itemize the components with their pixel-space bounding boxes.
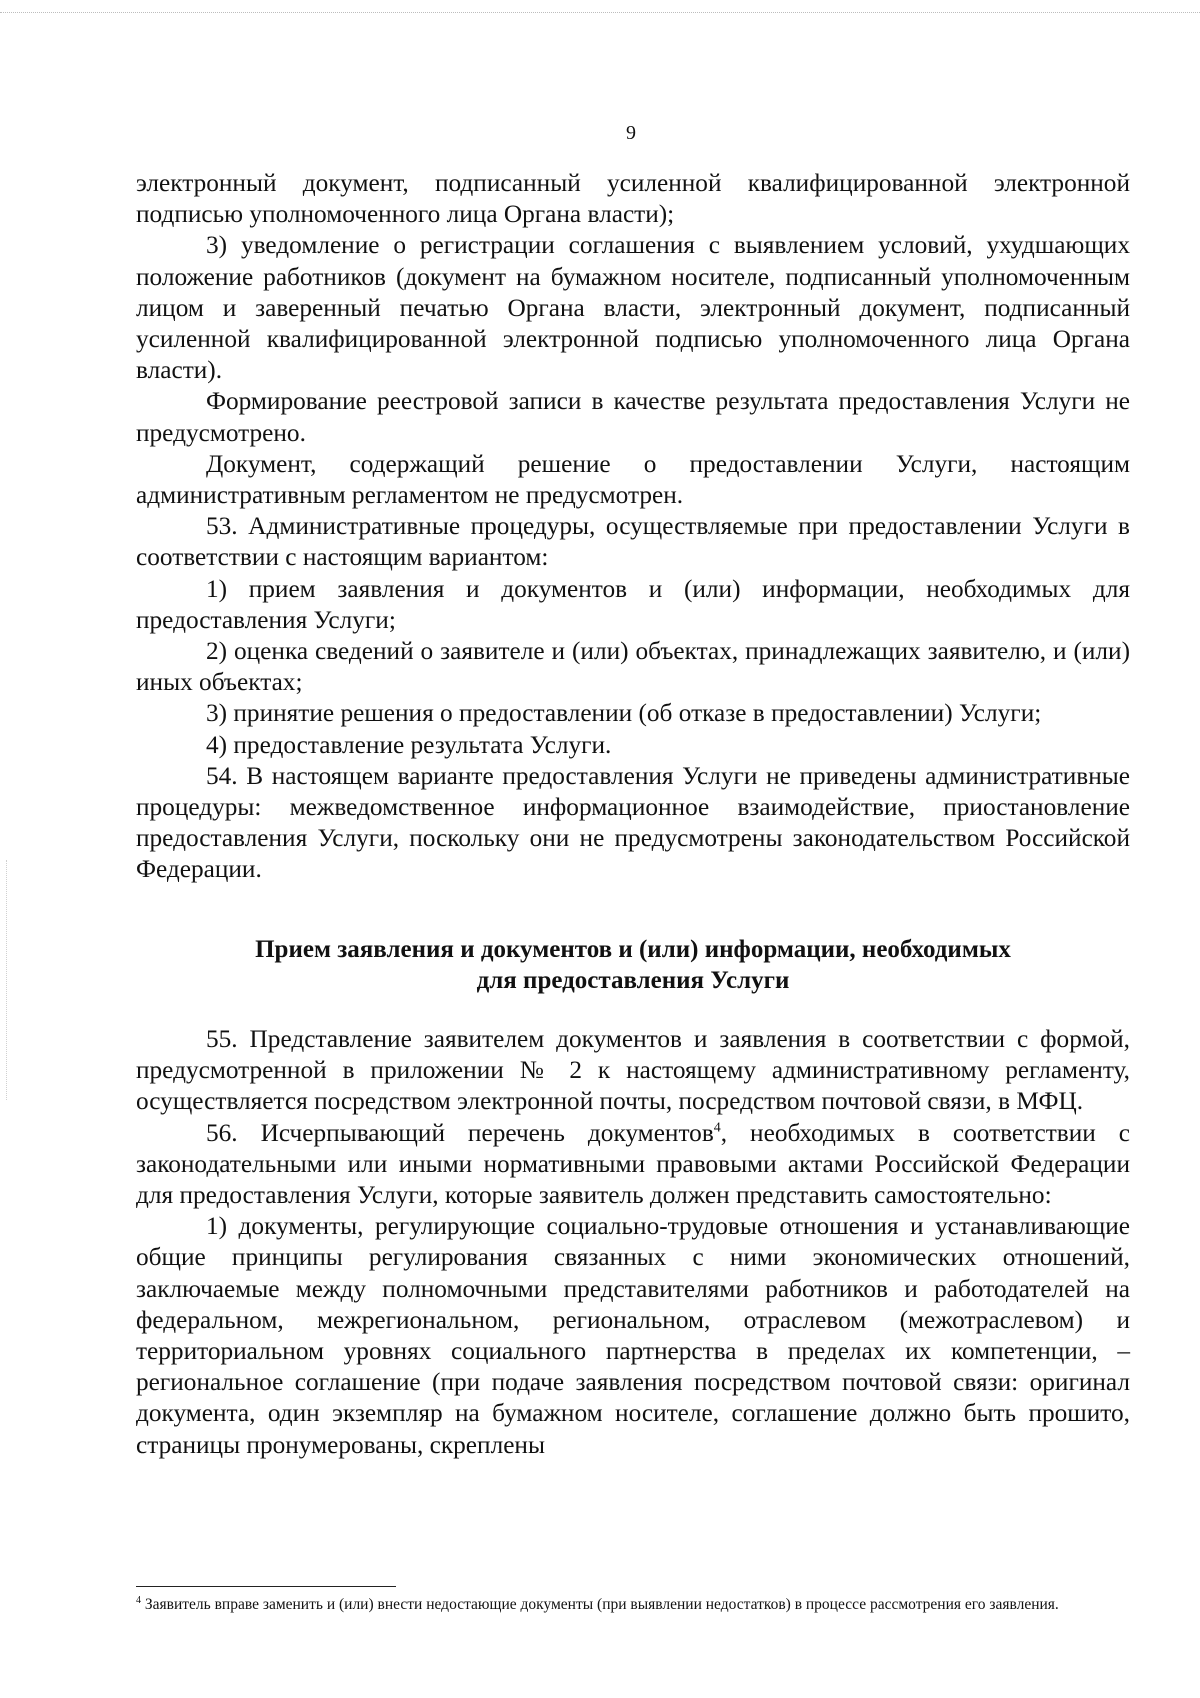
footnote <box>136 1594 1130 1616</box>
body-text-block-1 <box>136 168 1130 886</box>
body-text-block-2 <box>136 1024 1130 1461</box>
paragraph-continued: электронный документ, подписанный усиленной квалифицированной электронной подписью уполномоченного лица Органа власти); <box>136 169 1130 229</box>
paragraph-53-item-2: 2) оценка сведений о заявителе и (или) объектах, принадлежащих заявителю, и (или) иных объектах; <box>136 637 1130 697</box>
paragraph-item-3-notice: 3) уведомление о регистрации соглашения с выявлением условий, ухудшающих положение работников (документ на бумажном носителе, подписанный уполномоченным лицом и заверенный печатью Органа власти, электронный документ, подписанный усиленной квалифицированной электронной подписью уполномоченного лица Органа власти). <box>136 231 1130 385</box>
footnote-separator <box>136 1586 396 1587</box>
footnote-reference: 4 <box>713 1120 721 1136</box>
paragraph-53-item-1: 1) прием заявления и документов и (или) информации, необходимых для предоставления Услуги; <box>136 574 1130 634</box>
paragraph-56-rest: , необходимых в соответствии с законодательными или иными нормативными правовыми актами Российской Федерации для предоставления Услуги, которые заявитель должен представить самостоятельно: <box>136 1118 1130 1210</box>
footnote-text: Заявитель вправе заменить и (или) внести недостающие документы (при выявлении недостатков) в процессе рассмотрения его заявления. <box>141 1596 1059 1613</box>
paragraph-54: 54. В настоящем варианте предоставления Услуги не приведены административные процедуры: межведомственное информационное взаимодействие, приостановление предоставления Услуги, поскольку они не предусмотрены законодательством Российской Федерации. <box>136 761 1130 884</box>
section-heading <box>136 934 1130 996</box>
paragraph-56-item-1: 1) документы, регулирующие социально-трудовые отношения и устанавливающие общие принципы регулирования связанных с ними экономических отношений, заключаемые между полномочными представителями работников и работодателей на федеральном, межрегиональном, региональном, отраслевом (межотраслевом) и территориальном уровнях социального партнерства в пределах их компетенции, – региональное соглашение (при подаче заявления посредством почтовой связи: оригинал документа, один экземпляр на бумажном носителе, соглашение должно быть прошито, страницы пронумерованы, скреплены <box>136 1212 1130 1459</box>
paragraph-53-item-4: 4) предоставление результата Услуги. <box>206 730 612 759</box>
paragraph-53-item-3: 3) принятие решения о предоставлении (об отказе в предоставлении) Услуги; <box>206 699 1042 728</box>
page-number: 9 <box>626 122 636 144</box>
footnote-marker: 4 <box>136 1594 141 1606</box>
paragraph-56-start: 56. Исчерпывающий перечень документов <box>206 1118 714 1147</box>
paragraph-53: 53. Административные процедуры, осуществляемые при предоставлении Услуги в соответствии с настоящим вариантом: <box>136 512 1130 572</box>
paragraph-registry-record: Формирование реестровой записи в качестве результата предоставления Услуги не предусмотрено. <box>136 387 1130 447</box>
section-heading-line-1: Прием заявления и документов и (или) информации, необходимых <box>255 936 1011 963</box>
paragraph-decision-document: Документ, содержащий решение о предоставлении Услуги, настоящим административным регламентом не предусмотрен. <box>136 449 1130 510</box>
paragraph-56 <box>136 1118 1130 1212</box>
scan-top-edge <box>0 12 1200 13</box>
section-heading-line-2: для предоставления Услуги <box>476 967 790 994</box>
scan-left-edge <box>6 860 7 1100</box>
paragraph-55: 55. Представление заявителем документов и заявления в соответствии с формой, предусмотренной в приложении № 2 к настоящему административному регламенту, осуществляется посредством электронной почты, посредством почтовой связи, в МФЦ. <box>136 1025 1130 1116</box>
